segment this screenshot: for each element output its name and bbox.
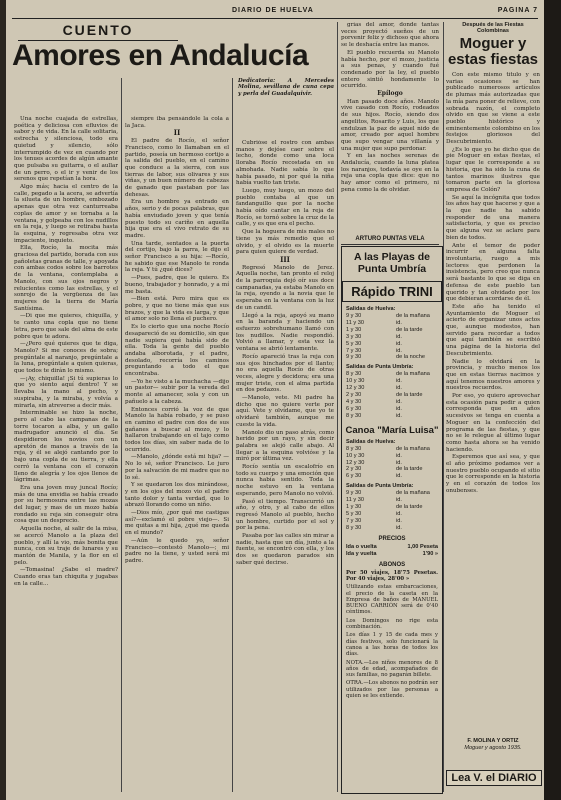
row-time: 5 y 30 [346, 340, 362, 347]
schedule-row [346, 399, 438, 406]
story-paragraph: Era una joven muy juncal Rocío; más de una envidia se había creado por su hermosura entre las mozas del lugar, y mas de un mozo había rondado su reja sin conseguir otra cosa que un desprecio. [14, 484, 118, 525]
schedule-row [346, 392, 438, 399]
story-paragraph: Es lo cierto que una noche Rocío desapareció de su domicilio, sin que nadie supiera qué había sido de ella. Toda la gente del pueblo andaba alborotada, y el padre, desolado, recorría los caminos preguntando a todo el que encontraba. [125, 324, 229, 378]
story-paragraph: —Pues, padre, que le quiero. Es bueno, trabajador y honrado, y a mí me basta. [125, 275, 229, 295]
story-paragraph: —Yo he visto a la muchacha —dijo un pastor— subir por la vereda del monte al amanecer, sola y con un pañuelo a la cabeza. [125, 378, 229, 405]
right-paragraph: Por eso, yo quiero aprovechar esta ocasión para pedir a quien corresponda que en años sucesivos se tenga en cuenta a Moguer en la confección del programa de las fiestas, y que no se le relegue al último lugar como hasta ahora se ha venido haciendo. [446, 393, 540, 453]
page-header [12, 4, 538, 19]
ad-note: OTRA.—Los abonos no podrán ser utilizados por las personas a quien se les extiende. [346, 680, 438, 699]
row-detail: id. [396, 319, 402, 326]
ad-note: NOTA.—Los niños menores de 8 años de edad, acompañados de sus familias, no pagarán billete. [346, 659, 438, 679]
schedule-row [346, 385, 438, 392]
story-paragraph: Ella, Rocío, la mocita más graciosa del partido, borada con sus pañoletas granas de talle, y apoyada con ambas codos sobre los barrotes de la ventana, contemplaba a Manolo, con sus ojos negros y relucientes como las estrellas, y el sonrojo de la vergüenza de las mujeres de la tierra de María Santísima. [14, 245, 118, 312]
row-detail: id. [396, 510, 402, 517]
row-time: 11 y 30 [346, 497, 364, 504]
row-detail: id. [396, 398, 402, 405]
story-paragraph: Cubrióse el rostro con ambas manos y dejóse caer sobre el lecho, donde como una loca lloraba Rocío recostada en su almohada. Nadie sabía lo que había pasado, ni por qué la niña había vuelto tan triste. [236, 140, 334, 187]
row-detail: id. [396, 385, 402, 392]
story-paragraph: Rocío apareció tras la reja con sus ojos hinchados por el llanto; no era aquella Rocío de otras veces, alegre y decidora; era una mujer triste, con el alma partida en dos pedazos. [236, 353, 334, 394]
row-detail: de la mañana [396, 371, 430, 378]
row-detail: id. [396, 452, 402, 459]
row-detail: de la tarde [396, 392, 423, 399]
abonos-text: Por 50 viajes, 18'75 Pesetas. Por 40 viajes, 28'00 » [346, 569, 438, 582]
row-time: 9 y 30 [346, 490, 362, 497]
schedule-row [346, 341, 438, 348]
story-dedication: Dedicatoria: A Mercedes Molina, sevillana de cuna cepa y perla del Guadalquivir. [238, 78, 334, 97]
story-paragraph: grías del amor, donde tantas veces proyectó sueños de un porvenir feliz y dichoso que ahora se le deshacía entre las manos. [341, 22, 439, 49]
row-time: 7 y 30 [346, 347, 362, 354]
row-detail: de la noche [396, 354, 425, 361]
row-detail: 1,00 Peseta [407, 543, 438, 550]
story-paragraph: —¡Ay, chiquilla! ¡Si tú supieras lo que yo siento aquí dentro! Y se llevaba la mano al pecho, y suspiraba, y la miraba, y volvía a mirarla, sin atreverse a decir más. [14, 375, 118, 409]
story-paragraph: Algo más; hacia el centro de la calle, pegado a la acera, se advertía la silueta de un hombre, embozado apenas que otra vez canturreaba coplas de amor y se tornaba a la ventana, y golpeaba con los nudillos en la reja, y luego se retiraba hasta la esquina, y regresaba otra vez impaciente, inquieto. [14, 184, 118, 244]
story-paragraph: Y se quedaron los dos mirándose, y en los ojos del mozo vio el padre tanto dolor y tanta verdad, que lo abrazó llorando como un niño. [125, 482, 229, 509]
row-time: 9 y 30 [346, 313, 362, 319]
story-paragraph: Manolo dio un paso atrás, como herido por un rayo, y sin decir palabra se alejó calle abajo. Al llegar a la esquina volvióse y la miró por última vez. [236, 429, 334, 463]
story-paragraph: Entonces corrió la voz de que Manolo la había robado, y se puso en camino el padre con dos de sus gañanes a buscar al mozo, y lo hallaron trabajando en el tajo como todos los días, sin saber nada de lo ocurrido. [125, 406, 229, 453]
schedule-trini-huelva [342, 313, 442, 361]
right-paragraph: Con este mismo título y en varias ocasiones se han publicado numerosos artículos de plumas más autorizadas que la mía para poner de relieve, con sobrada razón, el completo olvido en que se viene a este pueblo histórico y eminentemente colombino en los festejos gloriosos del Descubrimiento. [446, 72, 540, 146]
row-time: 2 y 30 [346, 466, 362, 473]
row-time: 12 y 30 [346, 459, 365, 466]
row-time: 3 y 30 [346, 333, 362, 340]
story-paragraph: Luego, muy luego, un mozo del pueblo contaba al que un fandanguillo que por la noche había oído cantar en la reja de Rocío, se tornó sobre la cruz de la calle, y es que era el pecho. [236, 187, 334, 228]
schedule-row [346, 473, 438, 480]
right-column [446, 72, 540, 734]
ad-note: Los Domingos no rige esta combinación. [346, 617, 438, 631]
page-edge-shadow [544, 0, 561, 800]
ad-note: Los días 1 y 15 de cada mes y días festivos, solo funcionará la canoa a las horas de todos los días. [346, 632, 438, 658]
story-paragraph: Y en las noches serenas de Andalucía, cuando la luna platea los naranjos, todavía se oye en la reja una copla que dice: que no hay amor como el primero, ni pena como la de olvidar. [341, 153, 439, 193]
story-paragraph: Epílogo [377, 90, 403, 98]
story-paragraph: Aquella noche, al salir de la misa, se acercó Manolo a la plaza del pueblo, y allí la vio, más bonita que nunca, con su traje de lunares y su mantón de Manila, y la flor en el pelo. [14, 526, 118, 566]
row-detail: de la mañana [396, 313, 430, 319]
story-paragraph: —Di que me quieres, chiquilla, y te canto una copla que no tiene letra, pero que sale del alma de este pobre que te adora. [14, 313, 118, 340]
abonos-heading: ABONOS [378, 561, 406, 568]
story-paragraph: —Bien está. Pero mira que es pobre, y que no tiene más que sus brazos, y que la vida es larga, y que el amor solo no llena el puchero. [125, 296, 229, 323]
schedule-row [346, 327, 438, 334]
newspaper-name: DIARIO DE HUELVA [232, 7, 314, 14]
story-paragraph: Han pasado doce años. Manolo vive casado con Rocío, rodeados de sus hijos. Rocío, siendo dos angelitos, Rosarito y Luis, los que endulzan la paz de aquel nido de amor, creado por aquel hombre que supo vengar una villanía y una mujer que supo perdonar. [341, 98, 439, 152]
right-paragraph: ¿Es lo que yo he dicho que de pie Moguer en estas fiestas, el lugar que le corresponde a su historia, que ha sido la cuna de tantos marinos ilustres que tomaron parte en la gloriosa empresa de Colón? [446, 146, 540, 193]
column-rule [232, 78, 233, 792]
column-rule [337, 22, 338, 792]
schedule-row [346, 348, 438, 355]
story-paragraph: Rocío sentía un escalofrío en todo su cuerpo y una emoción que nunca había sentido. Toda la noche estuvo en la ventana esperando, pero Manolo no volvió. [236, 464, 334, 497]
story-paragraph: —Manolo, ¿dónde está mi hija? —No lo sé, señor Francisco. Le juro por la salvación de mi madre que no lo sé. [125, 454, 229, 481]
right-paragraph: Esperemos que así sea, y que el año próximo podamos ver a nuestro pueblo ocupando el sitio que le corresponde en la historia y en el corazón de todos los onubenses. [446, 454, 540, 494]
story-paragraph: —¿Pero qué quieres que te diga, Manolo? Si me conoces de sobra; pregúntale al naranjo, pregúntale a la luna, pregúntale a quien quieras, que todos te dirán lo mismo. [14, 341, 118, 375]
column-rule [121, 78, 122, 792]
row-time: 10 y 30 [346, 378, 365, 385]
story-column-4 [341, 22, 439, 234]
author-place-date: Moguer y agosto 1935. [464, 745, 522, 751]
story-paragraph: —Dios mío, ¿por qué me castigas así?—exclamó el pobre viejo—. Si me quitas a mi hija, ¿qué me queda en el mundo? [125, 510, 229, 537]
story-column-1 [14, 116, 118, 792]
ad-company-maria-luisa: Canoa "María Luisa" [345, 424, 439, 436]
story-paragraph: siempre iba pensándole la cola a la Jaca. [125, 116, 229, 129]
row-time: 8 y 30 [346, 524, 362, 531]
price-list [342, 544, 442, 558]
row-time: 8 y 30 [346, 445, 362, 452]
row-time: 9 y 30 [346, 354, 362, 361]
story-paragraph: —Tomasina! ¿Sabe el madre? Cuando eras tan chiquita y jugabas en la calle... [14, 567, 118, 587]
schedule-row [346, 497, 438, 504]
story-paragraph: El pueblo recuerda su Manolo había hecho, por el mozo, justicia a sus penas, y cuando fué condenado por la ley, el pueblo entero sintió hondamente lo ocurrido. [341, 49, 439, 90]
schedule-row [346, 504, 438, 511]
row-detail: id. [396, 459, 402, 466]
section-label: CUENTO [18, 22, 178, 41]
row-time: 4 y 30 [346, 398, 362, 405]
story-column-3 [236, 140, 334, 792]
newspaper-page [6, 0, 544, 800]
story-paragraph: —Manolo, vete. Mi padre ha dicho que no quiere verte por aquí. Vete y olvídame, que yo te olvidaré también, aunque me cueste la vida. [236, 395, 334, 428]
schedule-heading: Salidas de Punta Umbría: [346, 364, 414, 371]
schedule-heading: Salidas de Huelva: [346, 306, 396, 312]
schedule-row [346, 460, 438, 467]
ad-title: A las Playas de Punta Umbría [353, 251, 431, 275]
row-time: 10 y 30 [346, 452, 365, 459]
schedule-ml-punta [342, 490, 442, 531]
schedule-row [346, 490, 438, 497]
story-paragraph: Que la hoguera de mis males no tiene ya más remedio que el olvido, y el olvido es la muerte para quien quiere de verdad. [236, 229, 334, 256]
prices-heading: PRECIOS [378, 535, 406, 542]
row-time: Ida o vuelta [346, 543, 377, 550]
schedule-row [346, 406, 438, 413]
row-detail: id. [396, 405, 402, 412]
author-name: F. MOLINA Y ORTIZ [467, 738, 519, 744]
row-time: 1 y 30 [346, 326, 362, 333]
row-time: Ida y vuelta [346, 550, 377, 557]
price-row [346, 551, 438, 558]
schedule-row [346, 413, 438, 420]
story-paragraph: Una tarde, sentados a la puerta del cortijo, bajo la parra, le dijo el señor Francisco a su hija: —Rocío, he sabido que ese Manolo te ronda la reja. Y tú ¿qué dices? [125, 240, 229, 274]
ad-note: Utilizando estas embarcaciones, el precio de la caseta en la Empresa de baños de MANUEL BUENO CARRIÓN será de 0'40 céntimos. [346, 584, 438, 616]
schedule-row [346, 320, 438, 327]
row-time: 1 y 30 [346, 504, 362, 511]
row-time: 8 y 30 [346, 371, 362, 378]
schedule-row [346, 371, 438, 378]
right-signature [446, 738, 540, 752]
schedule-heading: Salidas de Huelva: [346, 438, 396, 445]
schedule-row [346, 511, 438, 518]
row-detail: id. [396, 497, 402, 504]
story-paragraph: Llegó a la reja, apoyó su mano en la baranda y haciendo un esfuerzo sobrehumano llamó con los nudillos. Nadie respondió. Volvió a llamar, y esta vez la ventana se abrió lentamente. [236, 312, 334, 353]
schedule-row [346, 378, 438, 385]
right-paragraph: Se aquí la incógnita que todos los años hay que hacerse y que a la que nadie ha sabido responder de una manera satisfactoria, y que es preciso que alguna vez se aclare para bien de todos. [446, 194, 540, 241]
schedule-row [346, 518, 438, 525]
right-paragraph: Este año ha tenido el Ayuntamiento de Moguer el acierto de organizar unos actos que, aunque modestos, han servido para recordar a todos que aquí también se escribió una página de la historia del Descubrimiento. [446, 303, 540, 357]
row-detail: de la mañana [396, 445, 430, 452]
story-paragraph: —Aún le quedo yo, señor Francisco—contestó Manolo—; mi padre no la tiene, y usted será mi padre. [125, 537, 229, 564]
schedule-row [346, 446, 438, 453]
row-time: 12 y 30 [346, 385, 365, 392]
row-detail: de la tarde [396, 326, 423, 333]
row-detail: de la tarde [396, 504, 423, 511]
row-time: 11 y 30 [346, 319, 364, 326]
row-detail: id. [396, 378, 402, 385]
story-paragraph: Pasaba por las calles sin mirar a nadie, hasta que un día, junto a la fuente, se encontró con ella, y los dos se quedaron parados sin saber qué decirse. [236, 533, 334, 566]
row-detail: id. [396, 517, 402, 524]
story-paragraph: Regresó Manolo de Jerez. Aquella noche, tan pronto el reloj de la parroquia dejó oír sus doce campanadas, ya estaba Manolo en la reja, oyendo a la novia que le esperaba en la ventana con la luz de un candil. [236, 264, 334, 311]
row-detail: id. [396, 473, 402, 480]
row-detail: de la mañana [396, 490, 430, 497]
row-detail: 1'90 » [422, 550, 438, 557]
row-detail: id. [396, 412, 402, 419]
row-time: 5 y 30 [346, 510, 362, 517]
row-time: 6 y 30 [346, 473, 362, 480]
page-number: PAGINA 7 [497, 7, 538, 14]
row-detail: id. [396, 347, 402, 354]
row-detail: id. [396, 333, 402, 340]
schedule-heading: Salidas de Punta Umbría: [346, 483, 414, 490]
right-paragraph: Nadie lo olvidará en la provincia, y mucho menos los que en estas tierras nacimos y aquí tenemos nuestros amores y nuestros recuerdos. [446, 358, 540, 392]
right-headline: Moguer y estas fiestas [447, 35, 539, 68]
row-time: 6 y 30 [346, 405, 362, 412]
schedule-row [346, 313, 438, 320]
schedule-row [346, 334, 438, 341]
ferry-advertisement [341, 246, 443, 794]
story-paragraph: II [173, 128, 181, 138]
schedule-row [346, 453, 438, 460]
story-paragraph: Pasó el tiempo. Transcurrió un año, y otro, y al cabo de ellos regresó Manolo al pueblo, hecho un hombre, curtido por el sol y por la pena. [236, 498, 334, 532]
right-kicker: Después de las Fiestas Colombinas [462, 22, 524, 34]
schedule-trini-punta [342, 371, 442, 419]
right-paragraph: Ante el temor de poder incurrir en alguna falta involuntaria, ruego a mis lectores que perdonen la insistencia, pero creo que nunca será bastante lo que se diga en defensa de este pueblo tan querido y tan olvidado por los que debieran acordarse de él. [446, 242, 540, 303]
ad-company-trini: Rápido TRINI [342, 281, 442, 302]
story-paragraph: Interminable se hizo la noche, pero al cabo las campanas de la torre tocaron a alba, y un gallo madrugador anunció el día. Se despidieron los novios con un apretón de manos a través de la reja, y él se alejó cantando por lo bajo una copla de su tierra, y ella cerró la ventana con el corazón lleno de alegría y los ojos llenos de lágrimas. [14, 410, 118, 484]
story-signature: ARTURO PUNTAS VELA [341, 236, 439, 245]
row-time: 7 y 30 [346, 517, 362, 524]
column-rule [443, 22, 444, 792]
schedule-row [346, 525, 438, 532]
story-paragraph: El padre de Rocío, el señor Francisco, como lo llamaban en el partido, poseía un hermoso cortijo a la salida del pueblo, en el camino que conduce a la sierra, con sus tierras de labor, sus olivares y sus viñas, y un buen número de cabezas de ganado que pastaban por las dehesas. [125, 138, 229, 198]
story-paragraph: Era un hombre ya entrado en años, serio y de pocas palabras, que había enviudado joven y que tenía puesto todo su cariño en aquella hija que era el vivo retrato de su madre. [125, 199, 229, 239]
story-column-2 [125, 116, 229, 792]
story-headline: Amores en Andalucía [12, 39, 309, 72]
schedule-row [346, 354, 438, 361]
row-detail: id. [396, 524, 402, 531]
row-time: 2 y 30 [346, 392, 362, 399]
row-time: 8 y 30 [346, 412, 362, 419]
price-row [346, 544, 438, 551]
schedule-row [346, 466, 438, 473]
schedule-ml-huelva [342, 446, 442, 481]
story-paragraph: Una noche cuajada de estrellas, poética y deliciosa con efluvios de sabor y de vida. En la calle solitaria, estrecha y silenciosa, todo era quietud y silencio, sólo interrumpido de vez en cuando por los tenues acordes de algún amante que pulsaba su guitarra, o el aullar de un perro, o el ir y venir de los serenos que repetían la hora. [14, 116, 118, 183]
row-detail: de la tarde [396, 466, 423, 473]
row-detail: id. [396, 340, 402, 347]
footer-ad: Lea V. el DIARIO [446, 770, 542, 786]
story-paragraph: III [280, 254, 290, 264]
